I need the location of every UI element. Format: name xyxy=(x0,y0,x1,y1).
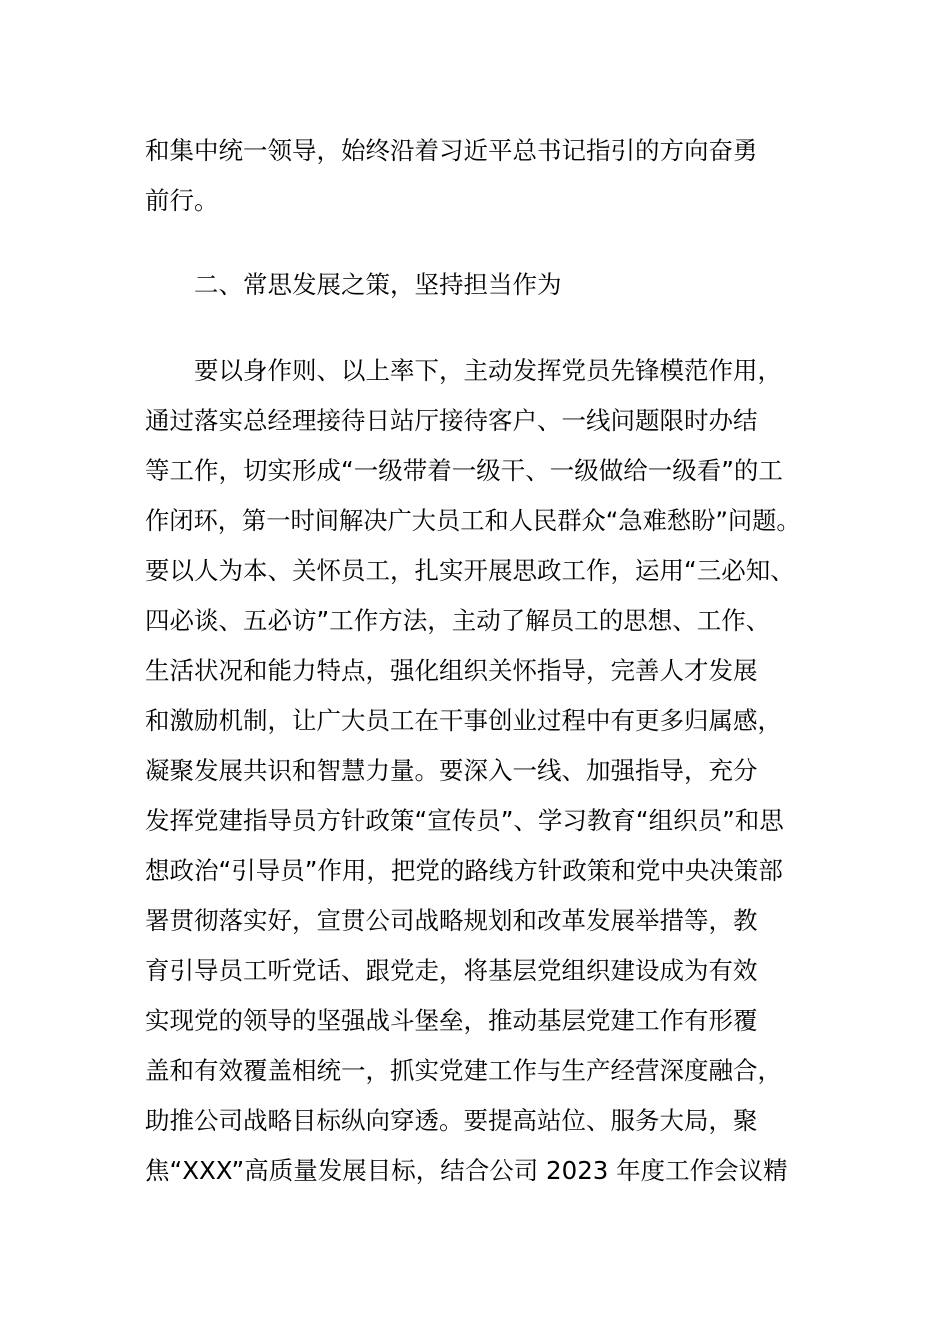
text-line: 前行。 xyxy=(145,186,219,215)
text-line: 发挥党建指导员方针政策“宣传员”、学习教育“组织员”和思 xyxy=(145,806,784,835)
text-line: 通过落实总经理接待日站厅接待客户、一线问题限时办结 xyxy=(145,406,758,435)
text-line: 作闭环，第一时间解决广大员工和人民群众“急难愁盼”问题。 xyxy=(145,506,801,535)
text-line: 要以人为本、关怀员工，扎实开展思政工作，运用“三必知、 xyxy=(145,556,795,585)
text-line: 实现党的领导的坚强战斗堡垒，推动基层党建工作有形覆 xyxy=(145,1006,758,1035)
text-line: 四必谈、五必访”工作方法，主动了解员工的思想、工作、 xyxy=(145,606,771,635)
text-line: 盖和有效覆盖相统一，抓实党建工作与生产经营深度融合， xyxy=(145,1056,782,1085)
text-line: 署贯彻落实好，宣贯公司战略规划和改革发展举措等，教 xyxy=(145,906,758,935)
text-line: 想政治“引导员”作用，把党的路线方针政策和党中央决策部 xyxy=(145,856,783,885)
text-line: 育引导员工听党话、跟党走，将基层党组织建设成为有效 xyxy=(145,956,758,985)
text-line: 等工作，切实形成“一级带着一级干、一级做给一级看”的工 xyxy=(145,456,783,485)
section-heading: 二、常思发展之策，坚持担当作为 xyxy=(194,270,562,299)
text-line: 和激励机制，让广大员工在干事创业过程中有更多归属感， xyxy=(145,706,782,735)
text-line: 凝聚发展共识和智慧力量。要深入一线、加强指导，充分 xyxy=(145,756,758,785)
text-line: 生活状况和能力特点，强化组织关怀指导，完善人才发展 xyxy=(145,656,758,685)
paragraph-first-line: 要以身作则、以上率下，主动发挥党员先锋模范作用， xyxy=(194,356,782,385)
text-line: 焦“XXX”高质量发展目标，结合公司 2023 年度工作会议精 xyxy=(145,1156,788,1185)
text-line: 和集中统一领导，始终沿着习近平总书记指引的方向奋勇 xyxy=(145,136,758,165)
text-line: 助推公司战略目标纵向穿透。要提高站位、服务大局，聚 xyxy=(145,1106,758,1135)
